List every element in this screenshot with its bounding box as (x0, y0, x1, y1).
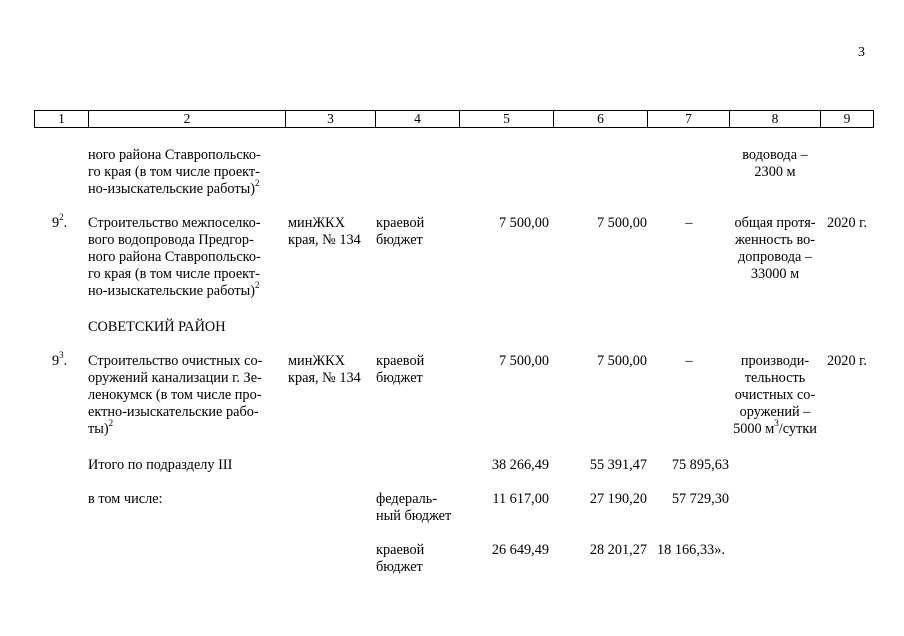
row-1-executor: минЖКХ края, № 134 (288, 215, 361, 248)
column-header-7: 7 (648, 111, 730, 127)
row-0-description: ного района Ставропольско- го края (в том числе проект- но-изыскательские работы)$^2$ (88, 147, 261, 197)
row-1-col5: 7 500,00 (498, 215, 549, 231)
column-header-1: 1 (35, 111, 89, 127)
row-1-result: общая протя- женность во- допровода – 33000 м (734, 215, 816, 282)
federal-col7: 57 729,30 (671, 491, 729, 507)
section-heading: СОВЕТСКИЙ РАЙОН (88, 319, 226, 335)
row-3-col7: – (685, 353, 693, 369)
column-header-5: 5 (460, 111, 554, 127)
row-3-result: производи- тельность очистных со- оружений – 5000 $м^3$/сутки (733, 353, 817, 437)
row-3-year: 2020 г. (827, 353, 867, 369)
row-1-source: краевой бюджет (376, 215, 425, 248)
totals-col7: 75 895,63 (671, 457, 729, 473)
column-header-6: 6 (554, 111, 648, 127)
column-header-8: 8 (730, 111, 821, 127)
regional-col6: 28 201,27 (589, 542, 647, 558)
column-header-9: 9 (843, 111, 851, 126)
row-3-description: Строительство очистных со- оружений канализации г. Зе- ленокумск (в том числе про- ектно-изыскательские рабо- ты)$^2$ (88, 353, 263, 437)
row-1-col6: 7 500,00 (596, 215, 647, 231)
including-label: в том числе: (88, 491, 163, 507)
row-1-col7: – (685, 215, 693, 231)
row-3-executor: минЖКХ края, № 134 (288, 353, 361, 386)
column-header-3: 3 (286, 111, 376, 127)
row-1-description: Строительство межпоселко- вого водопровода Предгор- ного района Ставропольско- го края (в том числе проект- но-изыскательские работы)$^2$ (88, 215, 261, 299)
page-number: 3 (858, 45, 865, 60)
row-3-col6: 7 500,00 (596, 353, 647, 369)
regional-col7: 18 166,33». (657, 542, 725, 558)
column-header-4: 4 (376, 111, 460, 127)
row-3-col5: 7 500,00 (498, 353, 549, 369)
row-0-result: водовода – 2300 м (742, 147, 808, 180)
federal-col5: 11 617,00 (492, 491, 549, 507)
regional-budget-label: краевой бюджет (376, 542, 425, 575)
totals-col5: 38 266,49 (491, 457, 549, 473)
totals-label: Итого по подразделу III (88, 457, 233, 473)
totals-col6: 55 391,47 (589, 457, 647, 473)
column-header-2: 2 (89, 111, 286, 127)
federal-budget-label: федераль- ный бюджет (376, 491, 452, 524)
federal-col6: 27 190,20 (589, 491, 647, 507)
row-1-number: $9^2$. (52, 212, 68, 231)
row-3-number: $9^3$. (52, 350, 68, 369)
row-1-year: 2020 г. (827, 215, 867, 231)
regional-col5: 26 649,49 (491, 542, 549, 558)
column-header-row (34, 110, 874, 128)
row-3-source: краевой бюджет (376, 353, 425, 386)
